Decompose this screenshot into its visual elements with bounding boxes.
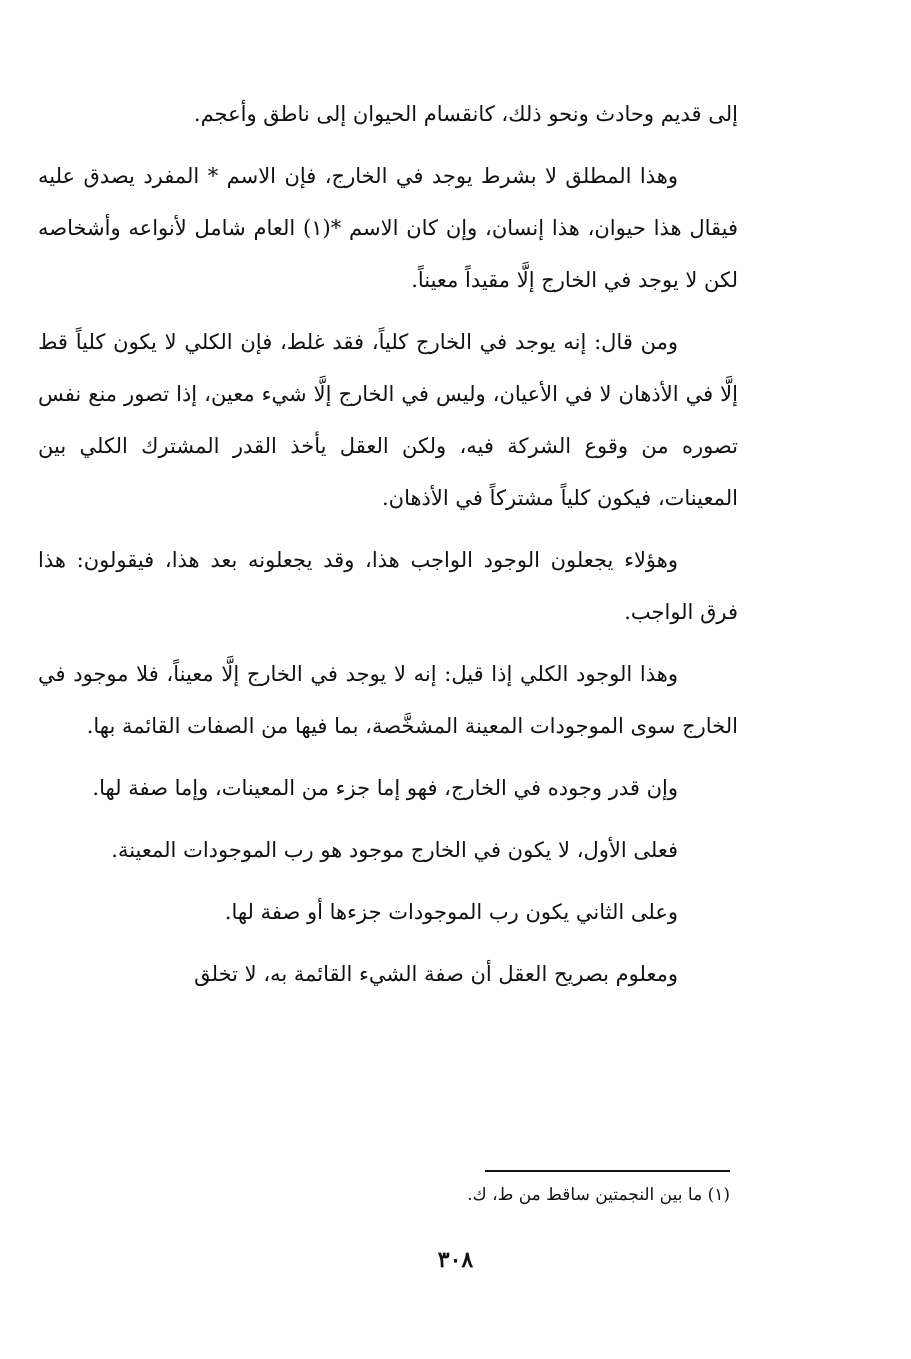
paragraph-9: ومعلوم بصريح العقل أن صفة الشيء القائمة به، لا تخلق: [194, 962, 678, 986]
paragraph-3: ومن قال: إنه يوجد في الخارج كلياً، فقد غلط، فإن الكلي لا يكون كلياً قط إلَّا في الأذهان لا في الأعيان، وليس في الخارج إلَّا شيء معين، إذا تصور منع نفس تصوره من وقوع الشركة فيه، ولكن العقل يأخذ القدر المشترك الكلي بين المعينات، فيكون كلياً مشتركاً في الأذهان.: [38, 330, 738, 510]
paragraph-2: وهذا المطلق لا بشرط يوجد في الخارج، فإن الاسم * المفرد يصدق عليه فيقال هذا حيوان، هذا إنسان، وإن كان الاسم *(١) العام شامل لأنواعه وأشخاصه لكن لا يوجد في الخارج إلَّا مقيداً معيناً.: [38, 164, 738, 292]
footnote-divider: [485, 1170, 730, 1172]
page-number: ٣٠٨: [437, 1247, 474, 1273]
paragraph-6: وإن قدر وجوده في الخارج، فهو إما جزء من المعينات، وإما صفة لها.: [92, 776, 678, 800]
paragraph-8: وعلى الثاني يكون رب الموجودات جزءها أو صفة لها.: [224, 900, 678, 924]
paragraph-5: وهذا الوجود الكلي إذا قيل: إنه لا يوجد في الخارج إلَّا معيناً، فلا موجود في الخارج سوى الموجودات المعينة المشخَّصة، بما فيها من الصفات القائمة بها.: [38, 662, 738, 738]
paragraph-1: إلى قديم وحادث ونحو ذلك، كانقسام الحيوان إلى ناطق وأعجم.: [193, 102, 738, 126]
main-text: [38, 88, 738, 1010]
paragraph-7: فعلى الأول، لا يكون في الخارج موجود هو رب الموجودات المعينة.: [111, 838, 678, 862]
footnote: (١) ما بين النجمتين ساقط من ط، ك.: [467, 1185, 730, 1205]
paragraph-4: وهؤلاء يجعلون الوجود الواجب هذا، وقد يجعلونه بعد هذا، فيقولون: هذا فرق الواجب.: [38, 548, 738, 624]
